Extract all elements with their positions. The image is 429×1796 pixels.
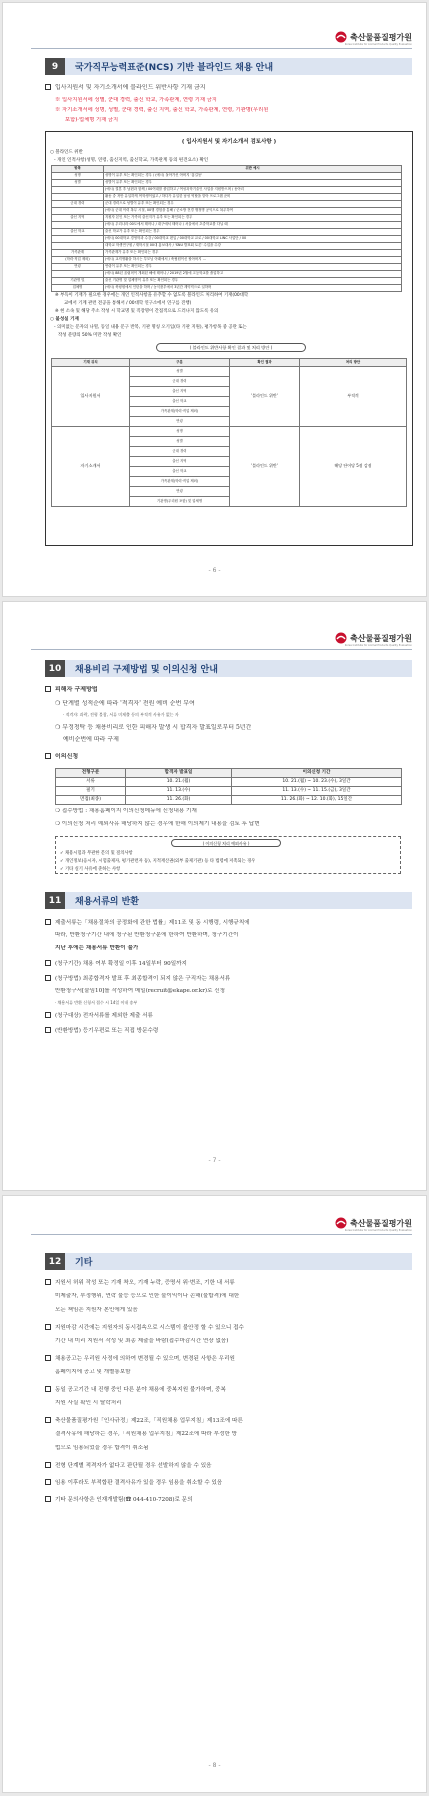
- table-cell-category: [52, 236, 104, 243]
- table-header: 확인 결과: [230, 359, 300, 367]
- misc-item: 지원서 허위 작성 또는 기재 착오, 기재 누락, 증명서 위·변조, 기한 내 서류: [45, 1279, 235, 1287]
- section-title: 채용서류의 반환: [75, 897, 139, 907]
- bullet-insincere-sub2: 작성 분량의 50% 미만 작성 확인: [58, 333, 122, 338]
- blind-intro: 입사지원서 및 자기소개서에 블라인드 위반사항 기재 금지: [45, 84, 206, 91]
- table-cell-example: (예시) 우리나라 00도에서 태어나 / 대구에서 태어나 / 서울에서 초중학교를 다닐 때: [104, 222, 402, 229]
- misc-item: 채용공고는 우리원 사정에 의하여 변경될 수 있으며, 변경된 사항은 우리원: [45, 1355, 235, 1363]
- table-row: [52, 271, 402, 278]
- page-7: [2, 601, 427, 1191]
- org-logo: [335, 30, 412, 44]
- table-cell-category: 업체명: [52, 285, 104, 292]
- table-header: 처리 방안: [300, 359, 407, 367]
- exception-box-title: ( 이의신청 처리 예외사유 ): [171, 839, 281, 847]
- exception-2: ✓ 개인정보(응시자, 시험출제자, 평가관련자 등), 지적재산권(외부 출제기관) 등 타 법령에 저촉되는 경우: [60, 859, 256, 864]
- objection-method: ❍ 접수방법 : 채용홈페이지 이의신청메뉴에 신청내용 기재: [55, 808, 197, 814]
- checkbox-bullet-icon: [45, 686, 51, 692]
- table-cell-item: 성명: [130, 427, 230, 437]
- table-header: 구분: [130, 359, 230, 367]
- warning-2a: ※ 자기소개서에 성명, 성별, 군대 경력, 출신 지역, 출신 학교, 가족관계, 연령, 기관명(우리원: [55, 107, 269, 113]
- page-6: [2, 2, 427, 597]
- table-cell-example: (예시) 군대 이력 복무 시절, 00행 경험을 통해 / 군소방 전경 행정병 공익으로 복무하여: [104, 208, 402, 215]
- bullet-blind-violation: ○ 블라인드 위반: [50, 150, 83, 155]
- table-cell-item: 연령: [130, 487, 230, 497]
- table-cell-item: 출신 지역: [130, 457, 230, 467]
- table-header: 기재 위치: [52, 359, 130, 367]
- section-title: 국가직무능력표준(NCS) 기반 블라인드 채용 안내: [75, 63, 274, 73]
- org-logo: [335, 1216, 412, 1230]
- misc-item: 동일 공고기간 내 진행 중인 다른 분야 채용에 중복지원 불가하며, 중복: [45, 1386, 226, 1394]
- table-cell-item: 기관명(우리원 포함) 및 업체명: [130, 497, 230, 507]
- table-cell-item: 출신 학교: [130, 467, 230, 477]
- table-cell-category: [52, 271, 104, 278]
- section-header-12: [45, 1253, 412, 1270]
- table-row: [52, 427, 407, 437]
- misc-item-continuation: 기간 내 미리 지원서 작성 및 최종 제출을 바람(접수마감시간 연장 없음): [55, 1338, 229, 1344]
- table-row: [52, 236, 402, 243]
- warning-2b: 포함)·업체명 기재 금지: [65, 117, 119, 123]
- note-2: ※ 현 소속 및 해당 주소 작성 시 학교명 및 직장명이 간접적으로 드러나지 않도록 유의: [55, 309, 219, 314]
- table-cell-item: 군대 경력: [130, 447, 230, 457]
- warning-1: ※ 입사지원서에 성별, 군대 경력, 출신 학교, 가족관계, 연령 기재 금지: [55, 97, 217, 103]
- misc-item: 임용 이후라도 부적합판 결격사유가 있을 경우 임용을 취소할 수 있음: [45, 1479, 222, 1487]
- section-header-11: [45, 892, 412, 909]
- table-cell-example: (예시) 교직생활을 하시는 부모님 아래에서 / 축협원이신 할아버지 ...: [104, 257, 402, 264]
- table-cell-document: 입사지원서: [52, 367, 130, 427]
- misc-item: 지원마감 시간에는 지원자의 동시접속으로 시스템이 불안정 할 수 있으니 접수: [45, 1324, 244, 1332]
- checkbox-bullet-icon: [45, 960, 51, 966]
- page-number: - 6 -: [208, 567, 221, 574]
- checkbox-bullet-icon: [45, 1279, 51, 1285]
- table-header: 항목: [52, 166, 104, 173]
- remedy-item-2b: 예비순번에 따라 구제: [63, 736, 119, 743]
- checkbox-bullet-icon: [45, 1479, 51, 1485]
- review-box-title: ( 입사지원서 및 자기소개서 검토사항 ): [181, 139, 277, 145]
- misc-item-continuation: 홈페이지에 공고 및 개별통보함: [55, 1369, 131, 1375]
- table-header: 합격자 발표일: [126, 769, 232, 778]
- table-cell: 면접(최종): [56, 796, 126, 805]
- table-cell: 서류: [56, 778, 126, 787]
- table-cell-example: (예시) 축평원에서 인턴을 하며 / 농식품부에서 3년간 계약직으로 일하며: [104, 285, 402, 292]
- table-cell: 11. 13.(수): [126, 787, 232, 796]
- table-cell-example: 활동 중 저만 유일하게 여학생이었고 / 하다가 유일한 남성 역할을 맡아 프로그램 준비: [104, 194, 402, 201]
- table-row: [52, 250, 402, 257]
- return-item-1a: 제출서류는「채용절차의 공정화에 관한 법률」제11조 및 동 시행령, 시행규칙에: [45, 919, 250, 927]
- objection-schedule-table: [55, 768, 402, 805]
- objection-answer: ❍ 이의신청 처리 예외사유 해당하지 않는 경우에 한해 이의제기 내용을 검토 후 답변: [55, 821, 260, 827]
- return-item-5: (반환방법) 등기우편료 또는 직접 방문수령: [45, 1027, 158, 1035]
- return-item-4: (청구대상) 전자서류를 제외한 제출 서류: [45, 1012, 153, 1020]
- table-cell-category: [52, 208, 104, 215]
- table-cell-item: 연령: [130, 417, 230, 427]
- table-cell-example: 성별이 유추 또는 확인되는 경우: [104, 180, 402, 187]
- page-8: [2, 1195, 427, 1793]
- return-item-3a: (청구방법) 최종합격자 발표 후 최종합격이 되지 않은 구직자는 채용서류: [45, 975, 230, 983]
- divider: [31, 1234, 412, 1235]
- table-cell: 필기: [56, 787, 126, 796]
- checkbox-bullet-icon: [45, 1386, 51, 1392]
- checkbox-bullet-icon: [45, 919, 51, 925]
- table-cell-category: 출신 지역: [52, 215, 104, 222]
- table-cell: 10. 21.(월): [126, 778, 232, 787]
- table-cell-item: 가족관계(학력·직업 제외): [130, 477, 230, 487]
- table-cell-category: [52, 222, 104, 229]
- subheading-objection: 이의신청: [45, 753, 78, 760]
- return-item-3b: 반환청구서[붙임10]를 작성하여 메일(recruit@ekape.or.kr)로 신청: [55, 988, 226, 994]
- misc-item: 기타 문의사항은 인재개발팀(☎ 044-410-7208)로 문의: [45, 1496, 193, 1504]
- table-cell-item: 가족관계(학력·직업 제외): [130, 407, 230, 417]
- table-cell-item: 성별: [130, 367, 230, 377]
- table-cell-example: 군대 경력으로 성별이 유추 또는 확인되는 경우: [104, 201, 402, 208]
- table-cell-category: 성별: [52, 180, 104, 187]
- table-cell-result: '블라인드 위반': [230, 367, 300, 427]
- section-number: 10: [45, 660, 65, 677]
- page-number: - 8 -: [208, 1762, 221, 1769]
- bullet-blind-violation-sub: - 개인 인적사항(성명, 연령, 출신지역, 출신학교, 가족관계 등의 편견요소) 확인: [54, 158, 209, 163]
- note-1b: 교에서 기계 관련 전공을 통해서 / 00대학 연구소에서 연구를 진행): [64, 301, 192, 306]
- table-row: [56, 778, 402, 787]
- section-title: 기타: [75, 1258, 93, 1268]
- table-row: [52, 194, 402, 201]
- table-cell-item: 출신 지역: [130, 387, 230, 397]
- divider: [31, 649, 412, 650]
- table-row: [52, 222, 402, 229]
- bullet-insincere-sub: - 의미없는 문자의 나열, 동일 내용 문구 반복, 기관 명칭 오기입(타 기관 지원), 평가항목 중 공란 또는: [54, 325, 247, 330]
- org-name: 축산물품질평가원: [350, 32, 412, 42]
- table-row: [52, 180, 402, 187]
- violation-table: [51, 165, 402, 292]
- return-item-3-note: · 채용서류 반환 신청서 접수 시 14일 이내 송부: [55, 1000, 138, 1005]
- checkbox-bullet-icon: [45, 1462, 51, 1468]
- table-cell-category: 군대 경력: [52, 201, 104, 208]
- table-cell-example: (예시) 88년 올림픽이 개최된 해에 태어나 / 2019년 2월에 고등학교를 졸업하고: [104, 271, 402, 278]
- remedy-item-1: ❍ 단계별 성적순에 따라 '적격자' 전원 예비 순번 부여: [55, 700, 195, 707]
- table-header: 전형구분: [56, 769, 126, 778]
- table-cell-example: 출신 기관명 및 업체명이 유추 또는 확인되는 경우: [104, 278, 402, 285]
- table-cell-category: [52, 194, 104, 201]
- table-cell: 11. 13.(수) ~ 11. 15.(금), 3일간: [232, 787, 402, 796]
- misc-item: 축산물품질평가원「인사규정」제22조,「직원채용 업무지침」제13조에 따른: [45, 1417, 243, 1425]
- org-logo: [335, 631, 412, 645]
- table-row: [52, 243, 402, 250]
- table-cell-example: 가족관계가 유추 또는 확인되는 경우: [104, 250, 402, 257]
- table-cell-example: 성명이 유추 또는 확인되는 경우 / (예시) 돌아가신 아버지 '홍길동': [104, 173, 402, 180]
- table-row: [52, 208, 402, 215]
- table-cell: 11. 26.(화) ~ 12. 10.(화), 15일간: [232, 796, 402, 805]
- table-cell-example: 대학교 학생연구원 / 재학시절 00대 홍보대사 / 'SNU 발표회 토론' 수업을 수강: [104, 243, 402, 250]
- section-number: 11: [45, 892, 65, 909]
- section-title: 채용비리 구제방법 및 이의신청 안내: [75, 665, 218, 675]
- checkbox-bullet-icon: [45, 1027, 51, 1033]
- remedy-item-2a: ❍ 부정청탁 등 채용비리로 인한 피해자 발생 시 합격자 발표일로부터 5년간: [55, 724, 252, 731]
- table-cell-example: 출신 학교가 유추 또는 확인되는 경우: [104, 229, 402, 236]
- table-row: [52, 187, 402, 194]
- checkbox-bullet-icon: [45, 1324, 51, 1330]
- exception-1: ✓ 채용시험과 무관한 문의 및 질의사항: [60, 851, 133, 856]
- table-cell-action: 해당 단어당 5점 감점: [300, 427, 407, 507]
- table-cell-category: 가족관계: [52, 250, 104, 257]
- note-1: ※ 부득이 기재가 필요한 경우에는 개인 인적사항을 유추할 수 없도록 블라인드 처리하여 기재(00대학: [55, 293, 249, 298]
- table-row: [52, 215, 402, 222]
- org-emblem-icon: [335, 632, 347, 644]
- exception-box: [55, 836, 401, 874]
- table-cell-category: 기관명 및: [52, 278, 104, 285]
- table-header: 이의신청 기간: [232, 769, 402, 778]
- table-cell-example: (예시) 결혼 후 남편과 함께 / 00여대를 졸업하고 / 여성과학기술인 사업을 지원받으며 / 동아리: [104, 187, 402, 194]
- org-emblem-icon: [335, 31, 347, 43]
- table-cell-example: 연령이 유추 또는 확인되는 경우: [104, 264, 402, 271]
- table-header: 위반 예시: [104, 166, 402, 173]
- misc-item-continuation: 법으로 임용되었을 경우 합격이 취소됨: [55, 1445, 149, 1451]
- checkbox-bullet-icon: [45, 975, 51, 981]
- table-cell-category: [52, 243, 104, 250]
- bullet-insincere: ○ 불성실 기재: [50, 317, 79, 322]
- misc-item-continuation: 모든 책임은 지원자 본인에게 있음: [55, 1307, 138, 1313]
- return-item-1b: 따라, 반환청구기간 내에 청구된 반환청구분에 한하여 반환하며, 청구기간이: [55, 932, 239, 938]
- return-item-2: (청구기간) 채용 여부 확정일 이후 14일부터 90일까지: [45, 960, 187, 968]
- review-box: [45, 131, 413, 546]
- return-item-1c: 지난 후에는 채용서류 반환이 불가: [55, 945, 139, 951]
- checkbox-bullet-icon: [45, 1496, 51, 1502]
- table-cell-result: '블라인드 위반': [230, 427, 300, 507]
- misc-item-continuation: 결격사유에 해당하는 경우,「직원채용 업무지침」제22조에 따라 부정한 방: [55, 1431, 238, 1437]
- table-row: [52, 264, 402, 271]
- table-cell-example: 지원자 본인 또는 가족의 출신지가 유추 또는 확인되는 경우: [104, 215, 402, 222]
- checkbox-bullet-icon: [45, 1355, 51, 1361]
- result-table: [51, 358, 407, 507]
- misc-item: 전형 단계별 적격자가 없다고 판단될 경우 선발하지 않을 수 있음: [45, 1462, 212, 1470]
- table-cell-item: 출신 학교: [130, 397, 230, 407]
- table-row: [52, 173, 402, 180]
- table-row: [52, 285, 402, 292]
- checkbox-bullet-icon: [45, 753, 51, 759]
- checkbox-bullet-icon: [45, 1417, 51, 1423]
- table-row: [52, 367, 407, 377]
- table-cell-item: 성별: [130, 437, 230, 447]
- table-cell-category: 연령: [52, 264, 104, 271]
- exception-3: ✓ 기타 실기 사유에 준하는 사항: [60, 867, 121, 872]
- table-cell-category: 성명: [52, 173, 104, 180]
- table-cell: 10. 21.(월) ~ 10. 23.(수), 3일간: [232, 778, 402, 787]
- misc-item-continuation: 지원 사실 확인 시 탈락처리: [55, 1400, 122, 1406]
- table-cell-category: [52, 187, 104, 194]
- org-emblem-icon: [335, 1217, 347, 1229]
- org-subtitle: Korea Institute for Animal Products Quality Evaluation: [344, 43, 412, 46]
- table-row: [52, 257, 402, 264]
- table-cell-category: (학력·직업 제외): [52, 257, 104, 264]
- section-header-10: [45, 660, 412, 677]
- page-number: - 7 -: [208, 1157, 221, 1164]
- table-cell-action: 부적격: [300, 367, 407, 427]
- table-cell-item: 군대 경력: [130, 377, 230, 387]
- checkbox-bullet-icon: [45, 1012, 51, 1018]
- org-subtitle: Korea Institute for Animal Products Quality Evaluation: [344, 644, 412, 647]
- table-row: [52, 229, 402, 236]
- section-number: 12: [45, 1253, 65, 1270]
- section-header-9: [45, 58, 412, 75]
- subheading-remedy: 피해자 구제방법: [45, 686, 98, 693]
- org-subtitle: Korea Institute for Animal Products Quality Evaluation: [344, 1229, 412, 1232]
- table-cell-category: 출신 학교: [52, 229, 104, 236]
- result-box-title: ( 블라인드 위반사항 확인 결과 및 처리 방안 ): [156, 343, 306, 352]
- divider: [31, 48, 412, 49]
- remedy-item-1-note: · 적격자: 과락, 전형 불참, 서류 미제출 등의 부적격 사유가 없는 자: [63, 712, 179, 717]
- table-cell: 11. 26.(화): [126, 796, 232, 805]
- table-cell-document: 자기소개서: [52, 427, 130, 507]
- table-cell-example: (예시) 00대학교 경영학과 수강 / 00대학교 편입 / 00대학교 교로 / 00대학교 LINC 사업단 / 00: [104, 236, 402, 243]
- table-row: [56, 787, 402, 796]
- section-number: 9: [45, 58, 65, 75]
- table-row: [52, 201, 402, 208]
- table-row: [52, 278, 402, 285]
- table-row: [56, 796, 402, 805]
- checkbox-bullet-icon: [45, 84, 51, 90]
- misc-item-continuation: 미제출자, 부정행위, 연락 불능 등으로 인한 불이익이나 손해(불합격)에 대한: [55, 1293, 240, 1299]
- org-name: 축산물품질평가원: [350, 1218, 412, 1228]
- org-name: 축산물품질평가원: [350, 633, 412, 643]
